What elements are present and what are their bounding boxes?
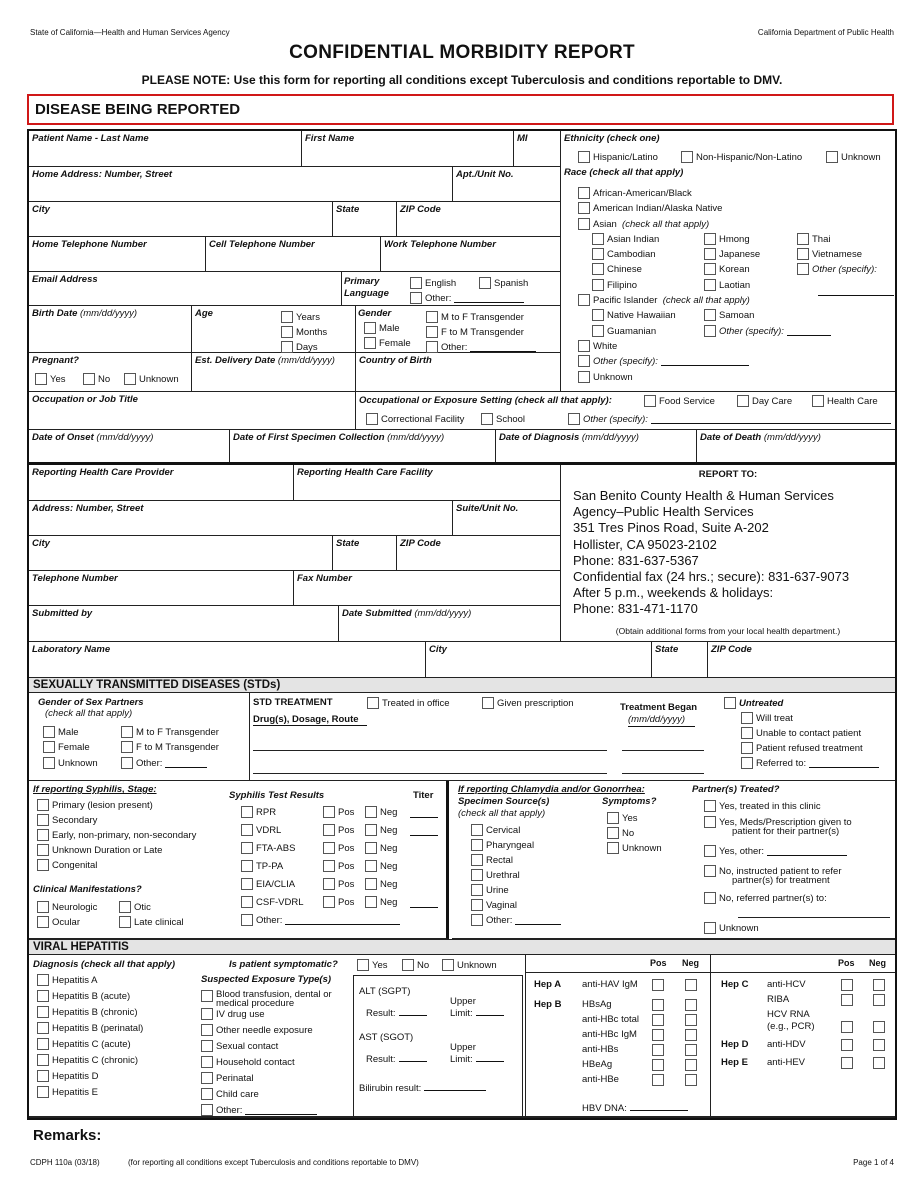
exposure-day-care-checkbox[interactable]: Day Care [737,395,792,407]
gender-male-checkbox[interactable]: Male [364,322,400,334]
ethnicity-race-group: Ethnicity (check one) Hispanic/Latino Non-Hispanic/Non-Latino Unknown Race (check all that apply) African-American/Black American Indian/Alaska Native Asian (check all that apply) Asian Indian Cambodian Chinese Filipino Hmong Japanese Korean Laotian Thai Vietnamese Other (specify): Pacific Islander (check all that apply) Native Hawaiian Guamanian Samoan Other (specify): White Other (specify): Unknown [561,131,895,392]
syphilis-group: If reporting Syphilis, Stage: Primary (lesion present) Secondary Early, non-primary, non-secondary Unknown Duration or Late Congenital Clinical Manifestations? Neurologic Ocular Otic Late clinical Syphilis Test Results Titer RPR Pos Neg VDRL Pos Neg FTA-ABS Pos Neg TP-PA Pos Neg EIA/CLIA Pos Neg CSF-VDRL Pos Neg Other: [29,781,449,939]
lab-name-field[interactable]: Laboratory Name [29,642,426,678]
gender-mtf-checkbox[interactable]: M to F Transgender [426,311,524,323]
exposure-health-care-checkbox[interactable]: Health Care [812,395,878,407]
titer-vdrl-field[interactable] [410,826,438,836]
apt-field[interactable]: Apt./Unit No. [453,167,561,202]
hep-test-label: anti-HCV [767,979,806,990]
symptomatic-unknown-checkbox[interactable]: Unknown [442,959,497,971]
stage-secondary-checkbox[interactable]: Secondary [37,814,97,826]
test-fta-abs-pos-checkbox[interactable]: Pos [323,842,354,854]
diagnosis-date-field[interactable]: Date of Diagnosis (mm/dd/yyyy) [496,430,697,464]
hep-anti-hbc-igm-pos-checkbox[interactable] [652,1029,667,1041]
hep-test-label: anti-HBc IgM [582,1029,637,1040]
hep-group-label: Hep B [534,999,562,1010]
test-vdrl-checkbox[interactable]: VDRL [241,824,281,836]
diagnosis-hepatitis-b-perinatal-checkbox[interactable]: Hepatitis B (perinatal) [37,1022,143,1034]
hep-anti-hav-igm-pos-checkbox[interactable] [652,979,667,991]
hep-test-label: anti-HDV [767,1039,806,1050]
disease-field[interactable] [27,94,894,125]
partner-referred-checkbox[interactable]: No, referred partner(s) to: [704,892,827,904]
test-fta-abs-checkbox[interactable]: FTA-ABS [241,842,295,854]
hep-group-label: Hep A [534,979,562,990]
exposure-perinatalcheckbox[interactable]: Perinatal [201,1072,254,1084]
facility-field[interactable]: Reporting Health Care Facility [294,465,561,501]
asian-vietnamese-checkbox[interactable]: Vietnamese [797,248,862,260]
partner-unknown-checkbox[interactable]: Unknown [704,922,759,934]
race-pacific-islander-checkbox[interactable]: Pacific Islander (check all that apply) [578,294,750,306]
report-to-heading: REPORT TO: [698,469,758,480]
pacific-other-checkbox[interactable]: Other (specify): [704,325,831,337]
provider-fax-field[interactable]: Fax Number [294,571,561,606]
age-months-checkbox[interactable]: Months [281,326,327,338]
test-eia-clia-pos-checkbox[interactable]: Pos [323,878,354,890]
partner-female-checkbox[interactable]: Female [43,741,90,753]
chlamydia-group: If reporting Chlamydia and/or Gonorrhea: Specimen Source(s) (check all that apply) Cervical Pharyngeal Rectal Urethral Urine Vaginal Other: Symptoms? Yes No Unknown Partner(s) Treated? Yes, treated in this clinic Yes, Meds/Prescription given to patient for their partner(s) Yes, other: No, instructed patient to refer partner(s) for treatment No, referred partner(s) to: Unknown [452,781,895,939]
hep-anti-hbc-total-neg-checkbox[interactable] [685,1014,700,1026]
hepatitis-diagnosis-group: Diagnosis (check all that apply) Hepatitis A Hepatitis B (acute) Hepatitis B (chronic) Hepatitis B (perinatal) Hepatitis C (acute) Hepatitis C (chronic) Hepatitis D Hepatitis E Is patient symptomatic? Yes No Unknown Suspected Exposure Type(s) Blood transfusion, dental or medical procedure IV drug use Other needle exposure Sexual contact Household contact Perinatal Child care Other: ALT (SGPT) Upper Result: Limit: AST (SGOT) Upper Result: Limit: Bilirubin result: [29,955,526,1117]
test-csf-vdrl-pos-checkbox[interactable]: Pos [323,896,354,908]
partner-other-checkbox[interactable]: Other: [121,757,207,769]
occupation-field[interactable]: Occupation or Job Title [29,392,356,430]
test-tp-pa-pos-checkbox[interactable]: Pos [323,860,354,872]
race-african-american-checkbox[interactable]: African-American/Black [578,187,692,199]
specimen-pharyngeal-checkbox[interactable]: Pharyngeal [471,839,534,851]
hep-test-label: anti-HBc total [582,1014,640,1025]
death-date-field[interactable]: Date of Death (mm/dd/yyyy) [697,430,895,464]
stage-congenital-checkbox[interactable]: Congenital [37,859,97,871]
unable-contact-checkbox[interactable]: Unable to contact patient [741,727,861,739]
remarks-label: Remarks: [33,1127,102,1144]
will-treat-checkbox[interactable]: Will treat [741,712,793,724]
bilirubin-result[interactable]: Bilirubin result: [359,1081,486,1094]
form-id: CDPH 110a (03/18) [30,1158,100,1167]
city-field[interactable]: City [29,202,333,237]
asian-filipino-checkbox[interactable]: Filipino [592,279,637,291]
diagnosis-hepatitis-acheckbox[interactable]: Hepatitis A [37,974,97,986]
treated-in-office-checkbox[interactable]: Treated in office [367,697,450,709]
symptomatic-no-checkbox[interactable]: No [402,959,429,971]
lab-zip-field[interactable]: ZIP Code [708,642,895,678]
age-days-checkbox[interactable]: Days [281,341,318,353]
hep-cde-table: Pos Neg Hep C anti-HCV RIBA HCV RNA (e.g., PCR) Hep D anti-HDV Hep E anti-HEV [711,955,895,1117]
agency-right: California Department of Public Health [757,28,894,37]
gender-female-checkbox[interactable]: Female [364,337,411,349]
race-american-indian-checkbox[interactable]: American Indian/Alaska Native [578,202,722,214]
hep-anti-hbs-pos-checkbox[interactable] [652,1044,667,1056]
diagnosis-hepatitis-b-chronic-checkbox[interactable]: Hepatitis B (chronic) [37,1006,138,1018]
std-section-header: SEXUALLY TRANSMITTED DISEASES (STDs) [29,677,895,693]
hep-anti-hev-neg-checkbox[interactable] [873,1057,888,1069]
symptoms-unknown-checkbox[interactable]: Unknown [607,842,662,854]
hep-test-label: (e.g., PCR) [767,1021,815,1032]
titer-csf-vdrl-field[interactable] [410,898,438,908]
delivery-date-field[interactable]: Est. Delivery Date (mm/dd/yyyy) [192,353,356,392]
partner-ftm-checkbox[interactable]: F to M Transgender [121,741,219,753]
test-vdrl-neg-checkbox[interactable]: Neg [365,824,397,836]
last-name-field[interactable]: Patient Name - Last Name [29,131,302,167]
hep-ab-table: Pos Neg Hep A anti-HAV IgM Hep B HBsAg anti-HBc total anti-HBc IgM anti-HBs HBeAg anti-HBe HBV DNA: [526,955,711,1117]
hep-hbeag-neg-checkbox[interactable] [685,1059,700,1071]
specimen-urethral-checkbox[interactable]: Urethral [471,869,520,881]
std-treatment-group: STD TREATMENT Treated in office Given prescription Drug(s), Dosage, Route Treatment Began (mm/dd/yyyy) Untreated Will treat Unable to contact patient Patient refused treatment Referred to: [250,693,895,781]
hep-anti-hev-pos-checkbox[interactable] [841,1057,856,1069]
exposure-correctional-checkbox[interactable]: Correctional Facility [366,413,464,425]
hep--e-g-pcr--neg-checkbox[interactable] [873,1021,888,1033]
titer-rpr-field[interactable] [410,808,438,818]
page-title: CONFIDENTIAL MORBIDITY REPORT [289,42,635,63]
hep-anti-hbs-neg-checkbox[interactable] [685,1044,700,1056]
pregnant-yes-checkbox[interactable]: Yes [35,373,66,385]
mi-field[interactable]: MI [514,131,561,167]
partner-unknown-checkbox[interactable]: Unknown [43,757,98,769]
exposure-other-needle-exposurecheckbox[interactable]: Other needle exposure [201,1024,313,1036]
hep-anti-hbe-neg-checkbox[interactable] [685,1074,700,1086]
pacific-hawaiian-checkbox[interactable]: Native Hawaiian [592,309,676,321]
asian-cambodian-checkbox[interactable]: Cambodian [592,248,656,260]
test-fta-abs-neg-checkbox[interactable]: Neg [365,842,397,854]
provider-phone-field[interactable]: Telephone Number [29,571,294,606]
hep-hbeag-pos-checkbox[interactable] [652,1059,667,1071]
drug-line-2[interactable] [253,773,607,774]
partner-male-checkbox[interactable]: Male [43,726,79,738]
pregnant-unknown-checkbox[interactable]: Unknown [124,373,179,385]
clinical-otic-checkbox[interactable]: Otic [119,901,151,913]
referred-to-checkbox[interactable]: Referred to: [741,757,879,769]
hep-test-label: HBsAg [582,999,612,1010]
treatment-date-line-1[interactable] [622,750,704,751]
asian-thai-checkbox[interactable]: Thai [797,233,830,245]
lang-other-checkbox[interactable]: Other: [410,292,524,304]
asian-other-specify-line[interactable] [818,286,894,296]
symptoms-yes-checkbox[interactable]: Yes [607,812,638,824]
specimen-urine-checkbox[interactable]: Urine [471,884,509,896]
pacific-guamanian-checkbox[interactable]: Guamanian [592,325,656,337]
pregnant-no-checkbox[interactable]: No [83,373,110,385]
hep-anti-hav-igm-neg-checkbox[interactable] [685,979,700,991]
diagnosis-hepatitis-b-acute-checkbox[interactable]: Hepatitis B (acute) [37,990,130,1002]
first-specimen-date-field[interactable]: Date of First Specimen Collection (mm/dd/yyyy) [230,430,496,464]
hep-group-label: Hep C [721,979,749,990]
email-field[interactable]: Email Address [29,272,342,306]
partner-treated-clinic-checkbox[interactable]: Yes, treated in this clinic [704,800,821,812]
partner-treated-other-checkbox[interactable]: Yes, other: [704,845,847,857]
test-tp-pa-neg-checkbox[interactable]: Neg [365,860,397,872]
report-to-address: San Benito County Health & Human Services Agency–Public Health Services 351 Tres Pinos Road, Suite A-202 Hollister, CA 95023-2102 Phone: 831-637-5367 Confidential fax (24 hrs.; secure): 831-637-9073 After 5 p.m., weekends & holidays: Phone: 831-471-1170 [573,488,850,617]
specimen-cervical-checkbox[interactable]: Cervical [471,824,520,836]
exposure-food-service-checkbox[interactable]: Food Service [644,395,715,407]
test-rpr-checkbox[interactable]: RPR [241,806,276,818]
lab-state-field[interactable]: State [652,642,708,678]
cell-phone-field[interactable]: Cell Telephone Number [206,237,381,272]
provider-state-field[interactable]: State [333,536,397,571]
sex-partners-group: Gender of Sex Partners (check all that apply) Male Female Unknown M to F Transgender F to M Transgender Other: [29,693,250,781]
specimen-vaginal-checkbox[interactable]: Vaginal [471,899,517,911]
test-csf-vdrl-checkbox[interactable]: CSF-VDRL [241,896,304,908]
exposure-sexual-contactcheckbox[interactable]: Sexual contact [201,1040,278,1052]
exposure-other-checkbox[interactable]: Other (specify): [568,413,891,425]
partner-instructed-checkbox[interactable]: No, instructed patient to refer [704,865,842,877]
exposure-household-contactcheckbox[interactable]: Household contact [201,1056,295,1068]
hep-anti-hcv-neg-checkbox[interactable] [873,979,888,991]
lang-english-checkbox[interactable]: English [410,277,456,289]
hep-anti-hbc-igm-neg-checkbox[interactable] [685,1029,700,1041]
exposure-school-checkbox[interactable]: School [481,413,525,425]
zip-field[interactable]: ZIP Code [397,202,561,237]
test-rpr-pos-checkbox[interactable]: Pos [323,806,354,818]
ast-limit[interactable]: Limit: [450,1052,504,1065]
symptomatic-yes-checkbox[interactable]: Yes [357,959,388,971]
diagnosis-hepatitis-dcheckbox[interactable]: Hepatitis D [37,1070,98,1082]
hep-anti-hbe-pos-checkbox[interactable] [652,1074,667,1086]
hep-anti-hdv-pos-checkbox[interactable] [841,1039,856,1051]
partner-mtf-checkbox[interactable]: M to F Transgender [121,726,219,738]
morbidity-form [27,129,897,1144]
symptoms-no-checkbox[interactable]: No [607,827,634,839]
exposure-iv-drug-usecheckbox[interactable]: IV drug use [201,1008,265,1020]
diagnosis-hepatitis-echeckbox[interactable]: Hepatitis E [37,1086,98,1098]
age-field[interactable]: Age Years Months Days [192,306,356,353]
alt-limit[interactable]: Limit: [450,1006,504,1019]
partner-treated-meds-checkbox[interactable]: Yes, Meds/Prescription given to [704,816,852,828]
hep-group-label: Hep E [721,1057,748,1068]
birth-date-field[interactable]: Birth Date (mm/dd/yyyy) [29,306,192,353]
disease-label: DISEASE BEING REPORTED [35,101,241,118]
country-of-birth-field[interactable]: Country of Birth [356,353,561,392]
test-rpr-neg-checkbox[interactable]: Neg [365,806,397,818]
home-phone-field[interactable]: Home Telephone Number [29,237,206,272]
race-white-checkbox[interactable]: White [578,340,617,352]
hep-test-label: RIBA [767,994,790,1005]
patient-refused-checkbox[interactable]: Patient refused treatment [741,742,863,754]
first-name-field[interactable]: First Name [302,131,514,167]
diagnosis-hepatitis-c-chronic-checkbox[interactable]: Hepatitis C (chronic) [37,1054,138,1066]
diagnosis-hepatitis-c-acute-checkbox[interactable]: Hepatitis C (acute) [37,1038,131,1050]
asian-indian-checkbox[interactable]: Asian Indian [592,233,659,245]
asian-korean-checkbox[interactable]: Korean [704,263,750,275]
asian-chinese-checkbox[interactable]: Chinese [592,263,642,275]
clinical-neurologic-checkbox[interactable]: Neurologic [37,901,97,913]
hep-test-label: anti-HBs [582,1044,619,1055]
asian-hmong-checkbox[interactable]: Hmong [704,233,750,245]
exposure-child-carecheckbox[interactable]: Child care [201,1088,259,1100]
submitted-by-field[interactable]: Submitted by [29,606,339,642]
home-address-field[interactable]: Home Address: Number, Street [29,167,453,202]
agency-left: State of California—Health and Human Services Agency [30,28,230,37]
onset-date-field[interactable]: Date of Onset (mm/dd/yyyy) [29,430,230,464]
asian-japanese-checkbox[interactable]: Japanese [704,248,760,260]
hep-riba-neg-checkbox[interactable] [873,994,888,1006]
lab-city-field[interactable]: City [426,642,652,678]
ast-result[interactable]: Result: [366,1052,427,1065]
provider-city-field[interactable]: City [29,536,333,571]
race-other-checkbox[interactable]: Other (specify): [578,355,749,367]
hep-test-label: anti-HBe [582,1074,619,1085]
test-eia-clia-checkbox[interactable]: EIA/CLIA [241,878,295,890]
exposure-blood-checkbox[interactable]: Blood transfusion, dental or medical procedure [201,990,332,1008]
hbv-dna-field[interactable]: HBV DNA: [582,1101,688,1114]
report-to-footnote: (Obtain additional forms from your local health department.) [615,626,841,636]
work-phone-field[interactable]: Work Telephone Number [381,237,561,272]
stage-primary-checkbox[interactable]: Primary (lesion present) [37,799,153,811]
hep-test-label: HCV RNA [767,1009,810,1020]
please-note: PLEASE NOTE: Use this form for reporting all conditions except Tuberculosis and conditions reportable to DMV. [141,73,783,87]
hep-anti-hbc-total-pos-checkbox[interactable] [652,1014,667,1026]
untreated-checkbox[interactable]: Untreated [724,697,783,709]
gender-other-checkbox[interactable]: Other: [426,341,536,353]
state-field[interactable]: State [333,202,397,237]
ethnicity-hispanic-checkbox[interactable]: Hispanic/Latino [578,151,658,163]
pregnant-group: Pregnant? Yes No Unknown [29,353,192,392]
clinical-ocular-checkbox[interactable]: Ocular [37,916,80,928]
test-other-checkbox[interactable]: Other: [241,914,400,926]
given-prescription-checkbox[interactable]: Given prescription [482,697,574,709]
lang-spanish-checkbox[interactable]: Spanish [479,277,528,289]
clinical-late-checkbox[interactable]: Late clinical [119,916,184,928]
hep-test-label: HBeAg [582,1059,613,1070]
hep-anti-hdv-neg-checkbox[interactable] [873,1039,888,1051]
age-years-checkbox[interactable]: Years [281,311,320,323]
report-to-box [561,465,895,642]
partner-referred-line[interactable] [738,917,890,918]
ethnicity-unknown-checkbox[interactable]: Unknown [826,151,881,163]
specimen-other-checkbox[interactable]: Other: [471,914,561,926]
race-asian-checkbox[interactable]: Asian (check all that apply) [578,218,709,230]
stage-unknown-late-checkbox[interactable]: Unknown Duration or Late [37,844,162,856]
hep-group-label: Hep D [721,1039,749,1050]
test-eia-clia-neg-checkbox[interactable]: Neg [365,878,397,890]
hep-anti-hcv-pos-checkbox[interactable] [841,979,856,991]
exposure-other-checkbox[interactable]: Other: [201,1104,317,1116]
hep-hbsag-pos-checkbox[interactable] [652,999,667,1011]
asian-other-checkbox[interactable]: Other (specify): [797,263,877,275]
footer-note: (for reporting all conditions except Tuberculosis and conditions reportable to DMV) [128,1158,419,1167]
date-submitted-field[interactable]: Date Submitted (mm/dd/yyyy) [339,606,561,642]
provider-zip-field[interactable]: ZIP Code [397,536,561,571]
pacific-samoan-checkbox[interactable]: Samoan [704,309,754,321]
hepatitis-section-header: VIRAL HEPATITIS [29,939,895,955]
hep-riba-pos-checkbox[interactable] [841,994,856,1006]
test-vdrl-pos-checkbox[interactable]: Pos [323,824,354,836]
gender-ftm-checkbox[interactable]: F to M Transgender [426,326,524,338]
hep--e-g-pcr--pos-checkbox[interactable] [841,1021,856,1033]
race-unknown-checkbox[interactable]: Unknown [578,371,633,383]
gender-group: Gender Male Female M to F Transgender F to M Transgender Other: [356,306,561,353]
provider-suite-field[interactable]: Suite/Unit No. [453,501,561,536]
page-number: Page 1 of 4 [853,1158,894,1167]
hep-hbsag-neg-checkbox[interactable] [685,999,700,1011]
drug-line-1[interactable] [253,750,607,751]
treatment-date-line-2[interactable] [622,773,704,774]
provider-address-field[interactable]: Address: Number, Street [29,501,453,536]
hep-test-label: anti-HAV IgM [582,979,638,990]
alt-result[interactable]: Result: [366,1006,427,1019]
test-csf-vdrl-neg-checkbox[interactable]: Neg [365,896,397,908]
stage-early-checkbox[interactable]: Early, non-primary, non-secondary [37,829,196,841]
ethnicity-nonhispanic-checkbox[interactable]: Non-Hispanic/Non-Latino [681,151,802,163]
asian-laotian-checkbox[interactable]: Laotian [704,279,750,291]
exposure-setting-group: Occupational or Exposure Setting (check all that apply): Food Service Day Care Health Care Correctional Facility School Other (specify): [356,392,895,430]
test-tp-pa-checkbox[interactable]: TP-PA [241,860,283,872]
provider-field[interactable]: Reporting Health Care Provider [29,465,294,501]
specimen-rectal-checkbox[interactable]: Rectal [471,854,513,866]
hep-test-label: anti-HEV [767,1057,806,1068]
liver-tests-box: ALT (SGPT) Upper Result: Limit: AST (SGOT) Upper Result: Limit: Bilirubin result: [353,975,523,1116]
primary-language-group: Primary Language English Spanish Other: [342,272,561,306]
